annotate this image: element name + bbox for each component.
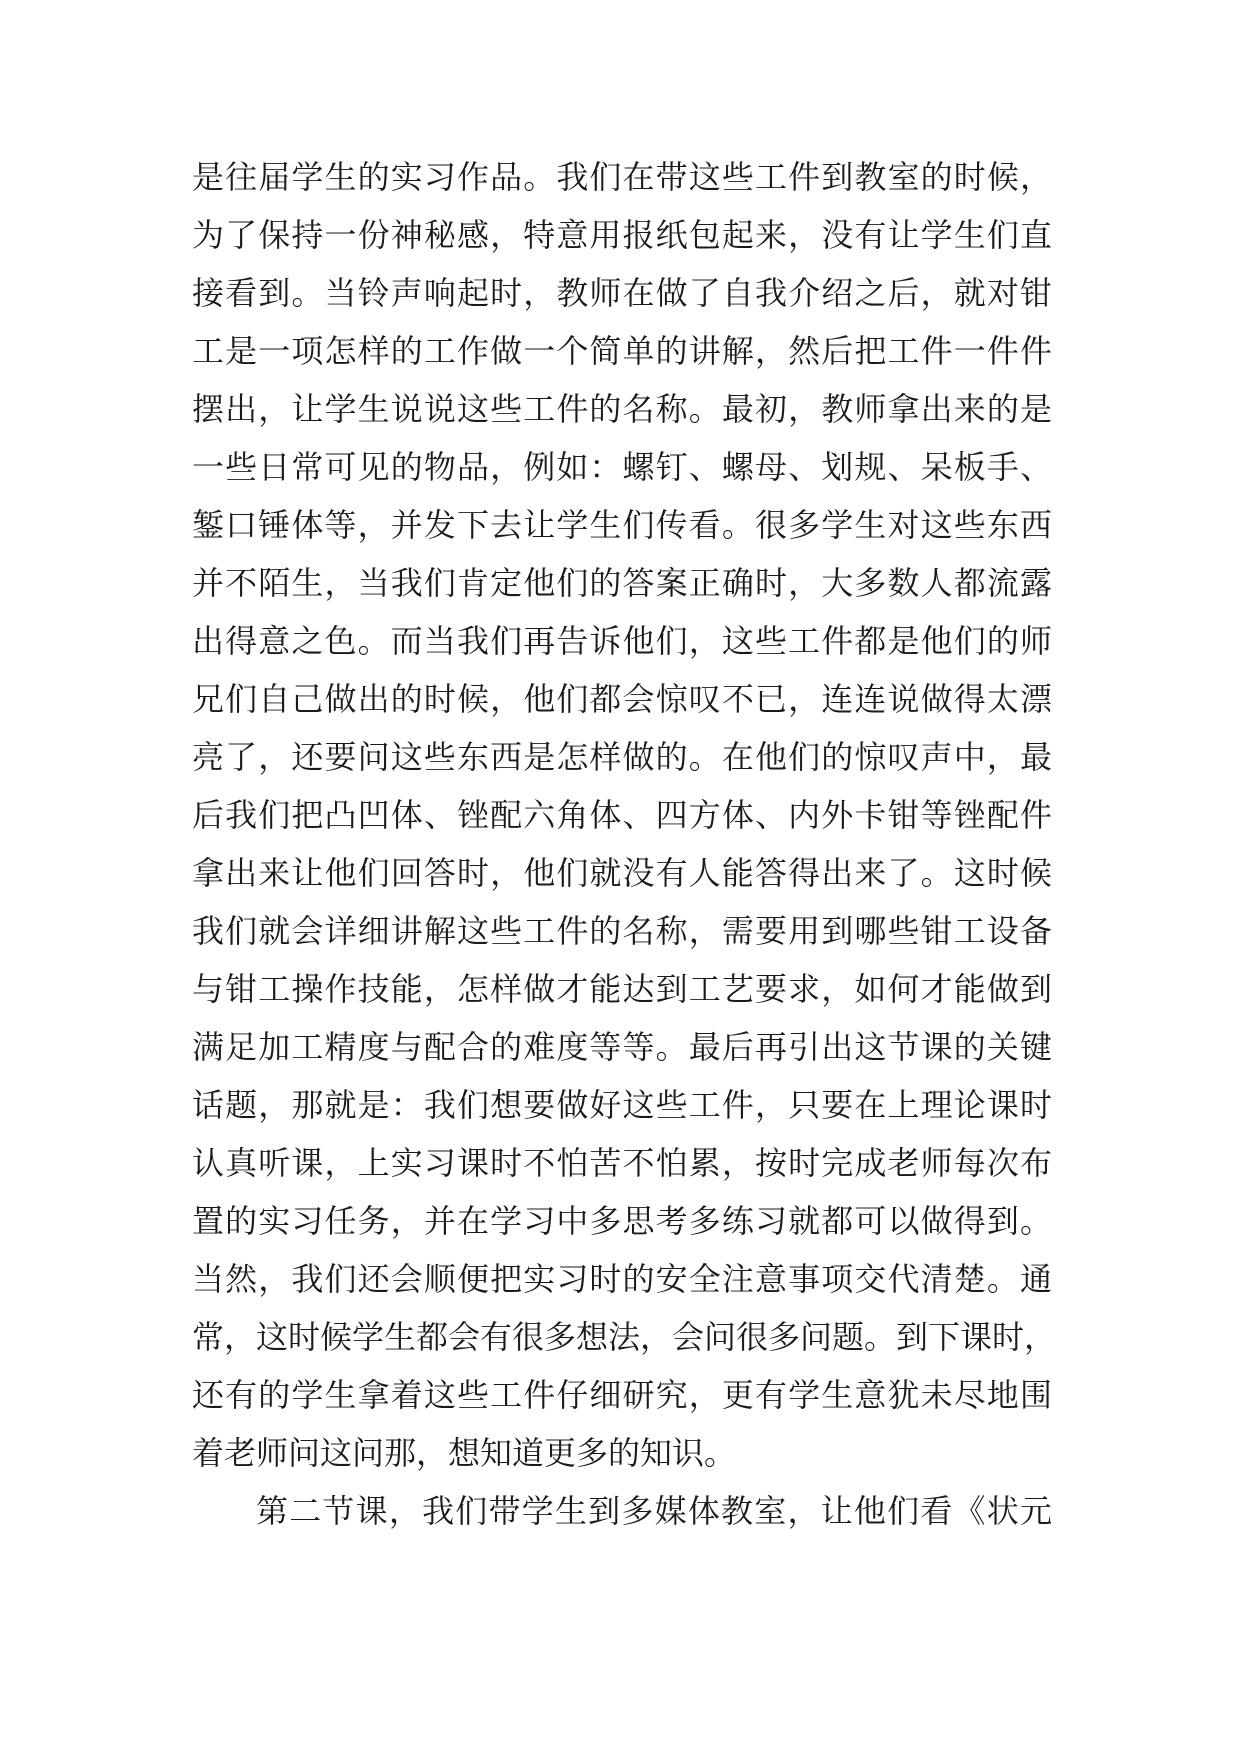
text-line: 满足加工精度与配合的难度等等。最后再引出这节课的关键 [192, 1028, 1052, 1066]
text-line: 认真听课，上实习课时不怕苦不怕累，按时完成老师每次布 [192, 1144, 1052, 1182]
text-line: 接看到。当铃声响起时，教师在做了自我介绍之后，就对钳 [192, 274, 1052, 312]
text-line: 拿出来让他们回答时，他们就没有人能答得出来了。这时候 [192, 854, 1052, 892]
text-line: 话题，那就是：我们想要做好这些工件，只要在上理论课时 [192, 1086, 1052, 1124]
text-line: 摆出，让学生说说这些工件的名称。最初，教师拿出来的是 [192, 390, 1052, 428]
text-line: 出得意之色。而当我们再告诉他们，这些工件都是他们的师 [192, 622, 1052, 660]
text-line: 亮了，还要问这些东西是怎样做的。在他们的惊叹声中，最 [192, 738, 1052, 776]
text-line: 錾口锤体等，并发下去让学生们传看。很多学生对这些东西 [192, 506, 1052, 544]
text-line: 工是一项怎样的工作做一个简单的讲解，然后把工件一件件 [192, 332, 1052, 370]
text-line: 与钳工操作技能，怎样做才能达到工艺要求，如何才能做到 [192, 970, 1052, 1008]
text-line: 常，这时候学生都会有很多想法，会问很多问题。到下课时， [192, 1318, 1057, 1356]
text-line: 置的实习任务，并在学习中多思考多练习就都可以做得到。 [192, 1202, 1052, 1240]
body-text [192, 148, 1057, 1540]
text-line: 我们就会详细讲解这些工件的名称，需要用到哪些钳工设备 [192, 912, 1052, 950]
text-line: 是往届学生的实习作品。我们在带这些工件到教室的时候， [192, 158, 1052, 196]
text-line: 兄们自己做出的时候，他们都会惊叹不已，连连说做得太漂 [192, 680, 1052, 718]
paragraph-end-line: 着老师问这问那，想知道更多的知识。 [192, 1434, 737, 1472]
text-line: 后我们把凸凹体、锉配六角体、四方体、内外卡钳等锉配件 [192, 796, 1052, 834]
paragraph-start-line: 第二节课，我们带学生到多媒体教室，让他们看《状元 [256, 1492, 1052, 1530]
text-line: 并不陌生，当我们肯定他们的答案正确时，大多数人都流露 [192, 564, 1052, 602]
text-line: 一些日常可见的物品，例如：螺钉、螺母、划规、呆板手、 [192, 448, 1052, 486]
text-line: 还有的学生拿着这些工件仔细研究，更有学生意犹未尽地围 [192, 1376, 1052, 1414]
text-line: 为了保持一份神秘感，特意用报纸包起来，没有让学生们直 [192, 216, 1052, 254]
text-line: 当然，我们还会顺便把实习时的安全注意事项交代清楚。通 [192, 1260, 1052, 1298]
